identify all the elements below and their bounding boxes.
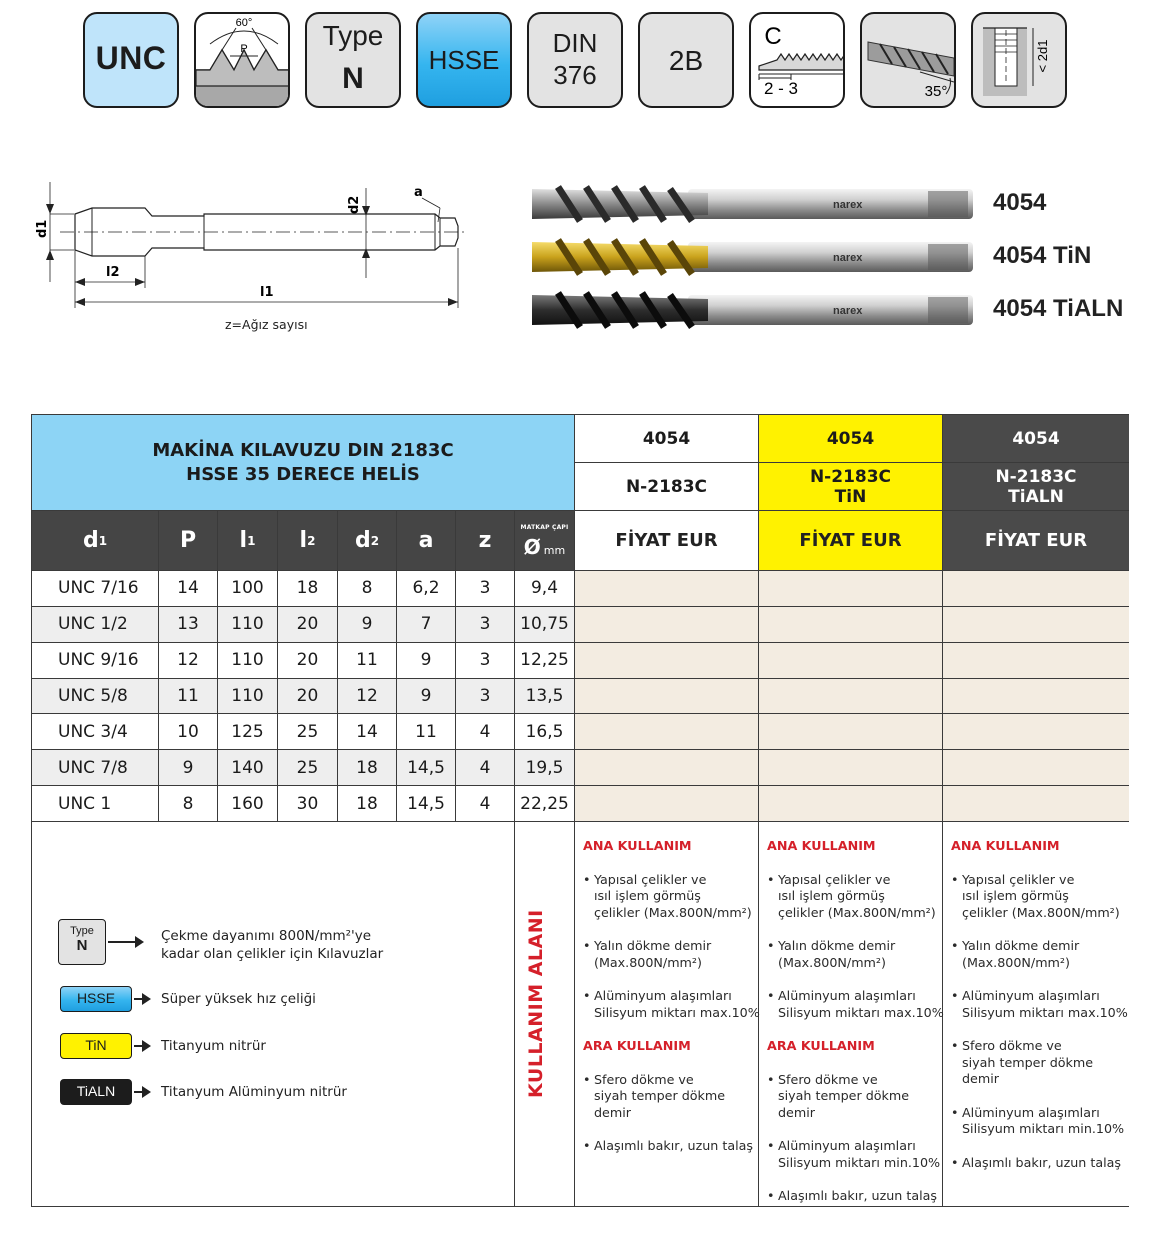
- din-label: DIN: [552, 28, 598, 58]
- price-cell-2: [759, 643, 943, 679]
- usage-item-line: (Max.800N/mm²): [962, 954, 1070, 970]
- tap-brand-1: narex: [833, 199, 863, 211]
- cell-l2: 20: [278, 607, 338, 643]
- usage-item-line: • Yapısal çelikler ve: [594, 871, 707, 887]
- cell-p: 12: [159, 643, 218, 679]
- usage-item-line: • Alüminyum alaşımları: [778, 988, 916, 1003]
- legend-hsse-box: HSSE: [60, 986, 132, 1012]
- price-cell-3: [943, 607, 1129, 643]
- usage-item: [583, 988, 765, 1021]
- secondary-usage-list: [583, 1072, 765, 1155]
- tolerance-label: 2B: [668, 45, 704, 76]
- usage-item-line: Silisyum miktarı max.10%: [962, 1004, 1128, 1020]
- label-a: a: [414, 185, 423, 200]
- cell-l2: 25: [278, 714, 338, 750]
- variant-norm-2: [759, 463, 943, 511]
- usage-item-line: • Yalın dökme demir: [594, 938, 712, 953]
- legend-text-hsse: Süper yüksek hız çeliği: [161, 991, 316, 1007]
- cell-d1: UNC 9/16: [32, 643, 159, 679]
- col-header-drill: [515, 511, 575, 571]
- cell-p: 8: [159, 786, 218, 822]
- drill-header-caption: MATKAP ÇAPI: [520, 524, 569, 531]
- usage-item-line: • Alüminyum alaşımları: [594, 988, 732, 1003]
- chamfer-graphic: [751, 14, 845, 108]
- variant-code-1: 4054: [575, 415, 759, 463]
- usage-item: [767, 1072, 949, 1122]
- cell-d2: 11: [338, 643, 397, 679]
- price-cell-2: [759, 750, 943, 786]
- main-usage-list: [583, 872, 765, 1022]
- price-cell-2: [759, 714, 943, 750]
- main-usage-list: [951, 872, 1133, 1172]
- usage-item-line: • Alüminyum alaşımları: [962, 1104, 1100, 1120]
- legend-type-label: Type: [70, 925, 94, 937]
- product-label-4054-tin: 4054 TiN: [993, 242, 1092, 269]
- main-usage-list: [767, 872, 949, 1022]
- cell-d1: UNC 1/2: [32, 607, 159, 643]
- cell-d1: UNC 7/8: [32, 750, 159, 786]
- usage-item-line: • Alaşımlı bakır, uzun talaş: [778, 1188, 938, 1203]
- cell-p: 10: [159, 714, 218, 750]
- type-n-icon: [305, 12, 401, 108]
- unc-label: UNC: [95, 40, 167, 76]
- legend-type-n-box: [58, 919, 106, 965]
- legend-text-type-n-line2: kadar olan çelikler için Kılavuzlar: [161, 946, 384, 962]
- blind-hole-depth-text: < 2d1: [1035, 39, 1050, 73]
- blind-hole-graphic: [973, 14, 1067, 108]
- legend-panel: [32, 822, 515, 1207]
- legend-tialn-box: TiALN: [60, 1079, 132, 1105]
- type-value: N: [342, 62, 364, 95]
- main-usage-title: ANA KULLANIM: [583, 838, 692, 853]
- col-header-z: z: [456, 511, 515, 571]
- col-header-l2-text: l: [299, 528, 308, 553]
- usage-item-line: • Sfero dökme ve: [962, 1038, 1062, 1053]
- usage-item-line: (Max.800N/mm²): [778, 954, 886, 970]
- cell-l1: 110: [218, 607, 278, 643]
- usage-item: [767, 988, 949, 1021]
- col-header-d1: [32, 511, 159, 571]
- usage-list-4054-tialn: [951, 838, 1133, 1188]
- secondary-usage-title: ARA KULLANIM: [583, 1038, 691, 1053]
- cell-d1: UNC 5/8: [32, 679, 159, 715]
- variant-code-3: 4054: [943, 415, 1129, 463]
- cell-drill: 16,5: [515, 714, 575, 750]
- tap-brand-2: narex: [833, 252, 863, 264]
- price-cell-2: [759, 607, 943, 643]
- usage-item: [583, 872, 765, 922]
- tap-image-4054-tin: [528, 236, 973, 278]
- price-cell-3: [943, 643, 1129, 679]
- label-l1: l1: [260, 285, 274, 300]
- usage-item: [583, 1138, 765, 1155]
- col-header-d2-text: d: [354, 528, 371, 553]
- usage-item: [951, 1038, 1133, 1088]
- usage-item-line: • Alaşımlı bakır, uzun talaş: [594, 1138, 754, 1153]
- price-cell-1: [575, 714, 759, 750]
- cell-l1: 125: [218, 714, 278, 750]
- usage-item-line: (Max.800N/mm²): [594, 954, 702, 970]
- drill-diameter-symbol: Ø: [523, 535, 541, 559]
- tap-image-4054: [528, 183, 973, 225]
- usage-item-line: • Alüminyum alaşımları: [962, 988, 1100, 1003]
- col-header-d1-sub: 1: [98, 533, 108, 548]
- cell-a: 14,5: [397, 786, 456, 822]
- price-cell-3: [943, 786, 1129, 822]
- legend-arrow-2: [134, 998, 149, 1000]
- usage-item: [951, 872, 1133, 922]
- pitch-letter-text: P: [240, 43, 248, 55]
- usage-item-line: • Sfero dökme ve: [778, 1071, 878, 1087]
- price-cell-1: [575, 679, 759, 715]
- cell-p: 14: [159, 571, 218, 607]
- cell-l1: 100: [218, 571, 278, 607]
- usage-item-line: • Alaşımlı bakır, uzun talaş: [962, 1154, 1122, 1170]
- cell-d1: UNC 1: [32, 786, 159, 822]
- col-header-l2-sub: 2: [307, 533, 316, 548]
- cell-d2: 18: [338, 786, 397, 822]
- usage-item-line: ısıl işlem görmüş: [962, 888, 1069, 903]
- cell-z: 4: [456, 750, 515, 786]
- cell-d2: 12: [338, 679, 397, 715]
- table-title-line1: MAKİNA KILAVUZU DIN 2183C: [152, 439, 454, 461]
- feature-icon-row: [83, 12, 1073, 108]
- cell-d2: 9: [338, 607, 397, 643]
- usage-item-line: • Yapısal çelikler ve: [962, 871, 1075, 887]
- variant-coating-2: TiN: [834, 486, 867, 507]
- price-cell-3: [943, 571, 1129, 607]
- blind-hole-icon: [971, 12, 1067, 108]
- usage-item: [951, 938, 1133, 971]
- cell-drill: 12,25: [515, 643, 575, 679]
- usage-item: [767, 872, 949, 922]
- cell-p: 11: [159, 679, 218, 715]
- cell-l1: 110: [218, 643, 278, 679]
- legend-arrow-1: [108, 941, 142, 943]
- price-cell-1: [575, 750, 759, 786]
- price-cell-3: [943, 714, 1129, 750]
- unc-thread-icon: [83, 12, 179, 108]
- col-header-d2: [338, 511, 397, 571]
- variant-norm-1-text: N-2183C: [625, 476, 708, 497]
- legend-text-type-n: [161, 927, 383, 963]
- cell-l1: 160: [218, 786, 278, 822]
- col-header-d1-text: d: [82, 528, 99, 553]
- variant-norm-2-text: N-2183C: [809, 466, 892, 487]
- usage-item-line: • Alüminyum alaşımları: [778, 1138, 916, 1153]
- variant-code-2: 4054: [759, 415, 943, 463]
- col-header-a: a: [397, 511, 456, 571]
- label-d2: d2: [347, 195, 362, 214]
- tolerance-icon: [638, 12, 734, 108]
- cell-drill: 19,5: [515, 750, 575, 786]
- usage-item-line: siyah temper dökme demir: [594, 1088, 726, 1120]
- col-header-l1: [218, 511, 278, 571]
- usage-item-line: ısıl işlem görmüş: [594, 888, 701, 903]
- drill-unit: mm: [543, 544, 566, 557]
- cell-a: 11: [397, 714, 456, 750]
- cell-z: 3: [456, 643, 515, 679]
- usage-list-4054-tin: [767, 838, 949, 1222]
- legend-arrow-3: [134, 1045, 149, 1047]
- price-cell-2: [759, 786, 943, 822]
- legend-tin-box: TiN: [60, 1033, 132, 1059]
- price-cell-2: [759, 679, 943, 715]
- label-l2: l2: [106, 265, 120, 280]
- thread-profile-icon: [194, 12, 290, 108]
- cell-a: 14,5: [397, 750, 456, 786]
- usage-item-line: siyah temper dökme demir: [778, 1088, 910, 1120]
- cell-l1: 110: [218, 679, 278, 715]
- cell-drill: 13,5: [515, 679, 575, 715]
- legend-text-tialn: Titanyum Alüminyum nitrür: [161, 1084, 347, 1100]
- cell-l2: 30: [278, 786, 338, 822]
- cell-l2: 18: [278, 571, 338, 607]
- usage-item: [951, 1155, 1133, 1172]
- usage-list-4054: [583, 838, 765, 1172]
- price-cell-1: [575, 786, 759, 822]
- usage-item: [767, 938, 949, 971]
- usage-item-line: Silisyum miktarı max.10%: [778, 1004, 944, 1020]
- price-cell-3: [943, 679, 1129, 715]
- drill-header-symbol: [524, 535, 565, 559]
- col-header-d2-sub: 2: [370, 533, 380, 548]
- usage-item-line: Silisyum miktarı min.10%: [778, 1154, 941, 1170]
- usage-area-label: KULLANIM ALANI: [525, 909, 547, 1098]
- product-label-4054-tialn: 4054 TiALN: [993, 295, 1124, 322]
- spiral-flute-icon: [860, 12, 956, 108]
- usage-item-line: Silisyum miktarı max.10%: [594, 1004, 760, 1020]
- cell-l2: 25: [278, 750, 338, 786]
- product-label-4054: 4054: [993, 189, 1047, 216]
- cell-drill: 10,75: [515, 607, 575, 643]
- cell-d1: UNC 7/16: [32, 571, 159, 607]
- cell-d1: UNC 3/4: [32, 714, 159, 750]
- legend-arrow-4: [134, 1091, 149, 1093]
- cell-z: 3: [456, 607, 515, 643]
- chamfer-form-icon: [749, 12, 845, 108]
- usage-item: [583, 1072, 765, 1122]
- price-cell-1: [575, 607, 759, 643]
- spiral-flute-graphic: [862, 14, 956, 108]
- price-header-3: FİYAT EUR: [943, 511, 1129, 571]
- price-cell-3: [943, 750, 1129, 786]
- chamfer-letter: C: [764, 23, 782, 50]
- chamfer-threads: 2 - 3: [763, 79, 799, 98]
- cell-d2: 18: [338, 750, 397, 786]
- cell-a: 7: [397, 607, 456, 643]
- din-standard-icon: [527, 12, 623, 108]
- price-cell-1: [575, 571, 759, 607]
- thread-profile-graphic: [196, 14, 290, 108]
- tap-technical-drawing: [30, 178, 470, 338]
- usage-item-line: çelikler (Max.800N/mm²): [778, 904, 936, 920]
- usage-item-line: çelikler (Max.800N/mm²): [594, 904, 752, 920]
- usage-item: [767, 1138, 949, 1171]
- hsse-label: HSSE: [428, 45, 500, 75]
- legend-type-value: N: [76, 937, 88, 954]
- col-header-l1-sub: 1: [247, 533, 256, 548]
- cell-drill: 22,25: [515, 786, 575, 822]
- cell-p: 9: [159, 750, 218, 786]
- variant-norm-3: [943, 463, 1129, 511]
- usage-item-line: • Yapısal çelikler ve: [778, 871, 891, 887]
- thread-angle-text: 60°: [235, 17, 253, 29]
- usage-item: [951, 1105, 1133, 1138]
- secondary-usage-list: [767, 1072, 949, 1205]
- usage-item-line: ısıl işlem görmüş: [778, 888, 885, 903]
- col-header-p: P: [159, 511, 218, 571]
- helix-angle-text: 35°: [924, 83, 948, 100]
- cell-drill: 9,4: [515, 571, 575, 607]
- usage-item-line: Silisyum miktarı min.10%: [962, 1121, 1125, 1136]
- usage-item-line: çelikler (Max.800N/mm²): [962, 904, 1120, 920]
- cell-z: 3: [456, 679, 515, 715]
- table-title: [32, 415, 575, 511]
- usage-item: [583, 938, 765, 971]
- cell-l2: 20: [278, 643, 338, 679]
- price-cell-1: [575, 643, 759, 679]
- cell-z: 3: [456, 571, 515, 607]
- table-title-line2: HSSE 35 DERECE HELİS: [186, 463, 420, 485]
- cell-p: 13: [159, 607, 218, 643]
- variant-coating-3: TiALN: [1008, 486, 1064, 507]
- variant-norm-3-text: N-2183C: [995, 466, 1077, 487]
- price-header-1: FİYAT EUR: [575, 511, 759, 571]
- legend-text-type-n-line1: Çekme dayanımı 800N/mm²'ye: [161, 928, 372, 944]
- hsse-icon: [416, 12, 512, 108]
- tap-image-4054-tialn: [528, 289, 973, 331]
- cell-z: 4: [456, 714, 515, 750]
- tap-brand-3: narex: [833, 305, 863, 317]
- col-header-l1-text: l: [239, 528, 248, 553]
- cell-l2: 20: [278, 679, 338, 715]
- usage-item-line: • Yalın dökme demir: [962, 938, 1080, 953]
- main-usage-title: ANA KULLANIM: [951, 838, 1060, 853]
- price-cell-2: [759, 571, 943, 607]
- cell-d2: 8: [338, 571, 397, 607]
- cell-z: 4: [456, 786, 515, 822]
- legend-text-tin: Titanyum nitrür: [161, 1038, 266, 1054]
- type-label: Type: [322, 20, 384, 51]
- cell-d2: 14: [338, 714, 397, 750]
- main-usage-title: ANA KULLANIM: [767, 838, 876, 853]
- price-header-2: FİYAT EUR: [759, 511, 943, 571]
- cell-a: 9: [397, 679, 456, 715]
- cell-a: 6,2: [397, 571, 456, 607]
- usage-item-line: siyah temper dökme demir: [962, 1054, 1094, 1086]
- flutes-caption: z=Ağız sayısı: [225, 317, 308, 332]
- cell-l1: 140: [218, 750, 278, 786]
- usage-item: [767, 1188, 949, 1205]
- din-value: 376: [553, 60, 597, 90]
- usage-item-line: • Yalın dökme demir: [778, 938, 896, 953]
- col-header-l2: [278, 511, 338, 571]
- cell-a: 9: [397, 643, 456, 679]
- variant-norm-1: [575, 463, 759, 511]
- usage-item-line: • Sfero dökme ve: [594, 1071, 694, 1087]
- label-d1: d1: [35, 219, 50, 238]
- secondary-usage-title: ARA KULLANIM: [767, 1038, 875, 1053]
- usage-item: [951, 988, 1133, 1021]
